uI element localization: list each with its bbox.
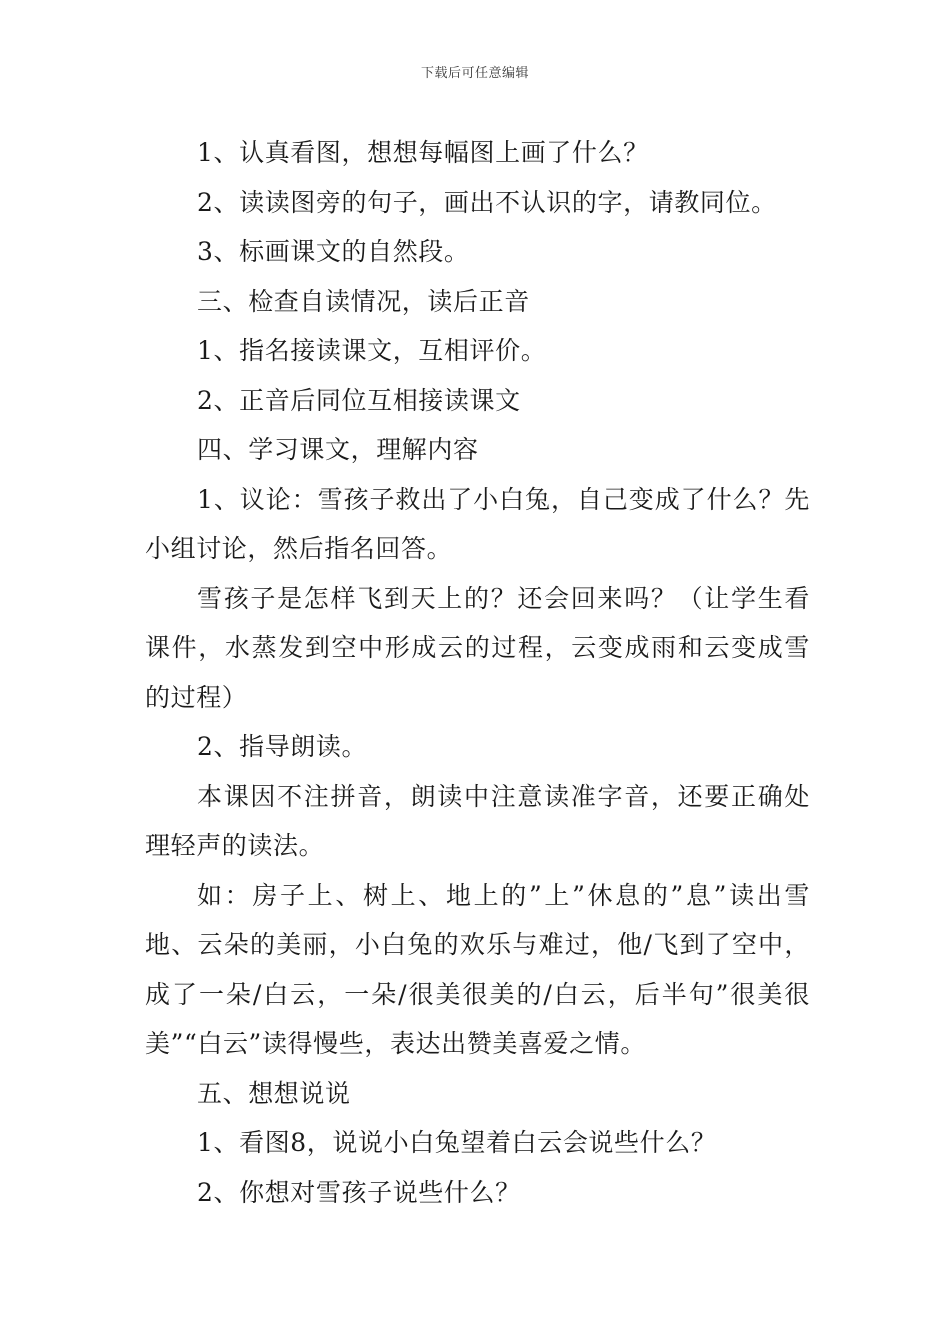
- document-body: [145, 128, 810, 1217]
- paragraph-3: 3、标画课文的自然段。: [197, 237, 470, 266]
- paragraph-7: 雪孩子是怎样飞到天上的？还会回来吗？（让学生看课件，水蒸发到空中形成云的过程，云变成雨和云变成雪的过程）: [145, 583, 810, 712]
- paragraph-8: 2、指导朗读。: [197, 732, 368, 761]
- paragraph-2: 2、读读图旁的句子，画出不认识的字，请教同位。: [197, 187, 777, 217]
- paragraph-10: 如：房子上、树上、地上的”上”休息的”息”读出雪地、云朵的美丽，小白兔的欢乐与难过，他/飞到了空中，成了一朵/白云，一朵/很美很美的/白云，后半句”很美很美”“白云”读得慢些，表达出赞美喜爱之情。: [145, 880, 810, 1058]
- paragraph-1: 1、认真看图，想想每幅图上画了什么？: [197, 138, 649, 167]
- section-heading-5: 五、想想说说: [197, 1078, 351, 1108]
- section-heading-4: 四、学习课文，理解内容: [197, 435, 479, 464]
- paragraph-4: 1、指名接读课文，互相评价。: [197, 336, 547, 365]
- paragraph-9: 本课因不注拼音，朗读中注意读准字音，还要正确处理轻声的读法。: [145, 781, 810, 860]
- page-header-note: 下载后可任意编辑: [420, 66, 529, 81]
- paragraph-5: 2、正音后同位互相接读课文: [197, 385, 521, 415]
- paragraph-6: 1、议论：雪孩子救出了小白兔，自己变成了什么？先小组讨论，然后指名回答。: [145, 484, 810, 563]
- paragraph-12: 2、你想对雪孩子说些什么？: [197, 1177, 521, 1207]
- section-heading-3: 三、检查自读情况，读后正音: [197, 286, 530, 316]
- paragraph-11: 1、看图8，说说小白兔望着白云会说些什么？: [197, 1128, 717, 1157]
